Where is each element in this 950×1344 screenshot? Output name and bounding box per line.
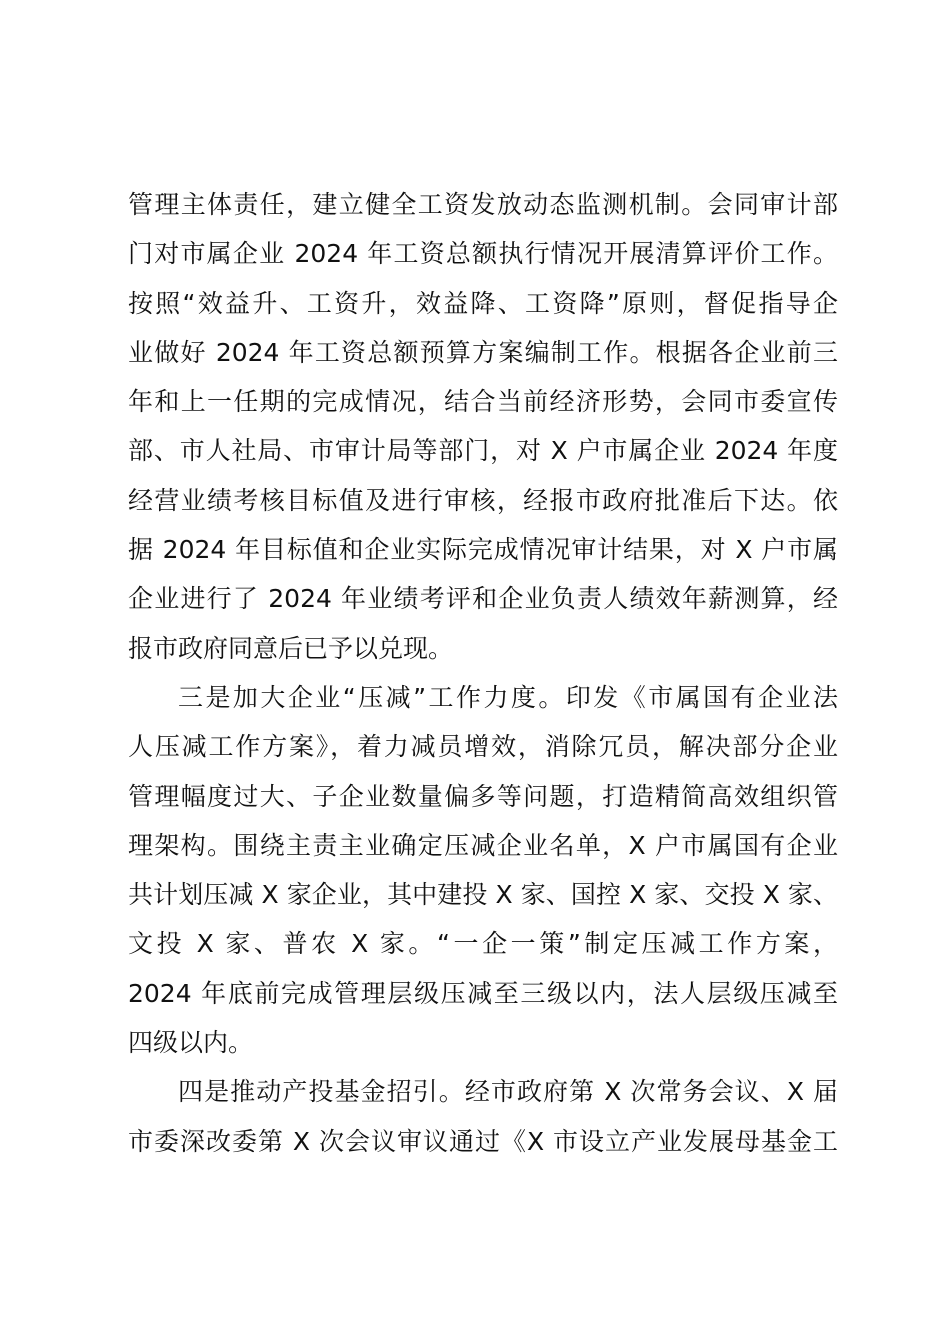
text-line: 管理幅度过大、子企业数量偏多等问题，打造精简高效组织管 (128, 781, 838, 811)
text-line: 经营业绩考核目标值及进行审核，经报市政府批准后下达。依 (128, 485, 838, 515)
text-line: 市委深改委第 X 次会议审议通过《X 市设立产业发展母基金工 (128, 1126, 838, 1156)
text-line: 四级以内。 (128, 1028, 254, 1058)
text-line: 业做好 2024 年工资总额预算方案编制工作。根据各企业前三 (128, 337, 838, 367)
text-line: 按照“效益升、工资升，效益降、工资降”原则，督促指导企 (128, 288, 838, 318)
text-line: 人压减工作方案》，着力减员增效，消除冗员，解决部分企业 (128, 732, 838, 762)
text-line: 企业进行了 2024 年业绩考评和企业负责人绩效年薪测算，经 (128, 584, 838, 614)
text-line: 共计划压减 X 家企业，其中建投 X 家、国控 X 家、交投 X 家、 (128, 880, 838, 910)
paragraph-start-line: 三是加大企业“压减”工作力度。印发《市属国有企业法 (178, 682, 838, 712)
document-body (128, 180, 838, 1166)
paragraph-start-line: 四是推动产投基金招引。经市政府第 X 次常务会议、X 届 (178, 1077, 838, 1107)
text-line: 年和上一任期的完成情况，结合当前经济形势，会同市委宣传 (128, 387, 838, 417)
text-line: 据 2024 年目标值和企业实际完成情况审计结果，对 X 户市属 (128, 535, 838, 565)
text-line: 报市政府同意后已予以兑现。 (128, 633, 454, 663)
text-line: 理架构。围绕主责主业确定压减企业名单，X 户市属国有企业 (128, 830, 838, 860)
text-line: 2024 年底前完成管理层级压减至三级以内，法人层级压减至 (128, 978, 838, 1008)
text-line: 文投 X 家、普农 X 家。“一企一策”制定压减工作方案， (128, 929, 838, 959)
text-line: 部、市人社局、市审计局等部门，对 X 户市属企业 2024 年度 (128, 436, 838, 466)
text-line: 门对市属企业 2024 年工资总额执行情况开展清算评价工作。 (128, 239, 838, 269)
text-line: 管理主体责任，建立健全工资发放动态监测机制。会同审计部 (128, 190, 838, 219)
